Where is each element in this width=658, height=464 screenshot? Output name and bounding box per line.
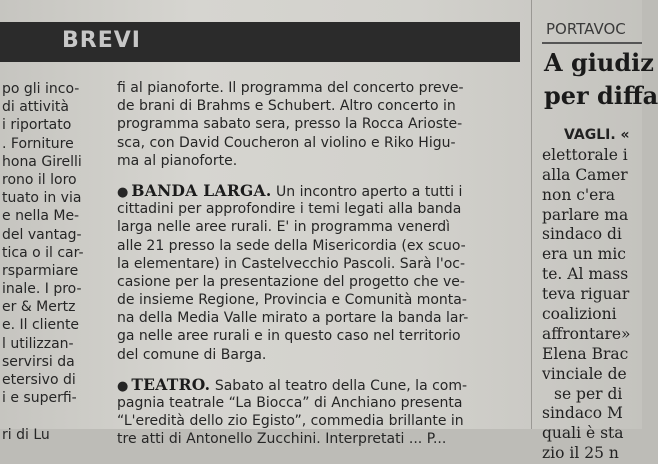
text-line: te. Al mass: [542, 265, 629, 284]
text-line: “L'eredità dello zio Egisto”, commedia brillante in: [117, 413, 464, 430]
headline-line: per diffa: [544, 81, 658, 110]
text-line: tica o il car-: [2, 244, 84, 261]
text-line: alla Camer: [542, 165, 628, 184]
text-line: Sabato al teatro della Cune, la com-: [214, 377, 468, 394]
text-line: de insieme Regione, Provincia e Comunità monta-: [117, 292, 467, 309]
text-line: na della Media Valle mirato a portare la banda lar-: [117, 310, 469, 327]
text-line: se per di: [554, 384, 623, 403]
text-line: hona Girelli: [2, 153, 82, 170]
section-label: PORTAVOC: [546, 20, 626, 38]
text-line: tre atti di Antonello Zucchini. Interpretati ... P...: [117, 431, 447, 448]
article-banda-larga: [117, 182, 522, 364]
text-line: sindaco M: [542, 404, 623, 423]
right-article-body: [542, 126, 631, 464]
text-line: affrontare»: [542, 324, 631, 343]
text-line: cittadini per approfondire i temi legati alla banda: [117, 201, 462, 218]
column-divider: [531, 0, 532, 429]
text-line: ga nelle aree rurali e in questo caso nel territorio: [117, 328, 461, 345]
text-line: servirsi da: [2, 353, 75, 370]
text-line: Elena Brac: [542, 344, 629, 363]
text-line: zio il 25 n: [542, 444, 619, 463]
text-line: ma al pianoforte.: [117, 152, 238, 169]
article-teatro: [117, 376, 522, 449]
text-line: rsparmiare: [2, 262, 79, 279]
text-line: de brani di Brahms e Schubert. Altro concerto in: [117, 98, 456, 115]
text-line: e. Il cliente: [2, 317, 80, 334]
text-line: er & Mertz: [2, 299, 76, 316]
text-line: di attività: [2, 99, 69, 116]
article-kicker: BANDA LARGA.: [131, 180, 272, 200]
text-line: del vantag-: [2, 226, 82, 243]
right-column-fragment: [542, 0, 658, 463]
section-banner: [0, 22, 520, 62]
text-line: inale. I pro-: [2, 281, 82, 298]
text-line: sca, con David Coucheron al violino e Riko Higu-: [117, 134, 456, 151]
text-line: pagnia teatrale “La Biocca” di Anchiano presenta: [117, 395, 463, 411]
section-title: BREVI: [62, 28, 141, 53]
byline: VAGLI. «: [564, 127, 630, 143]
text-line: alle 21 presso la sede della Misericordia (ex scuo-: [117, 237, 466, 254]
text-line: elettorale i: [542, 145, 628, 164]
text-line: rono il loro: [2, 171, 77, 188]
text-line: sindaco di: [542, 225, 622, 244]
text-line: e nella Me-: [2, 208, 80, 225]
text-line: larga nelle aree rurali. E' in programma venerdì: [117, 219, 451, 236]
text-line: quali è sta: [542, 424, 624, 443]
text-line: l utilizzan-: [2, 335, 74, 352]
article-first-line: [117, 182, 522, 200]
text-line: fi al pianoforte. Il programma del concerto preve-: [117, 80, 464, 96]
headline-line: A giudiz: [544, 48, 654, 77]
text-line: coalizioni: [542, 305, 617, 324]
article-first-line: [117, 376, 522, 394]
text-line: non c'era: [542, 185, 615, 204]
left-column-fragment: [2, 80, 97, 444]
text-line: ri di Lu: [2, 426, 50, 443]
intro-paragraph: [117, 79, 522, 170]
headline: [544, 46, 658, 112]
article-kicker: TEATRO.: [131, 374, 211, 394]
text-line: teva riguar: [542, 285, 630, 304]
text-line: parlare ma: [542, 205, 629, 224]
main-column: [117, 79, 522, 449]
section-rule: [542, 42, 642, 44]
text-line: [2, 407, 97, 425]
text-line: del comune di Barga.: [117, 346, 267, 363]
bullet-icon: ●: [117, 184, 129, 200]
text-line: po gli inco-: [2, 81, 80, 97]
bullet-icon: ●: [117, 378, 129, 394]
text-line: casione per la presentazione del progetto che ve-: [117, 273, 465, 290]
text-line: vinciale de: [542, 364, 627, 383]
text-line: la elementare) in Castelvecchio Pascoli. Sarà l'oc-: [117, 255, 466, 272]
text-line: . Forniture: [2, 135, 74, 152]
text-line: era un mic: [542, 245, 626, 264]
text-line: i e superfi-: [2, 390, 77, 407]
text-line: i riportato: [2, 117, 72, 134]
text-line: etersivo di: [2, 372, 76, 388]
text-line: Un incontro aperto a tutti i: [276, 183, 463, 200]
text-line: programma sabato sera, presso la Rocca Arioste-: [117, 116, 463, 133]
text-line: tuato in via: [2, 190, 82, 207]
